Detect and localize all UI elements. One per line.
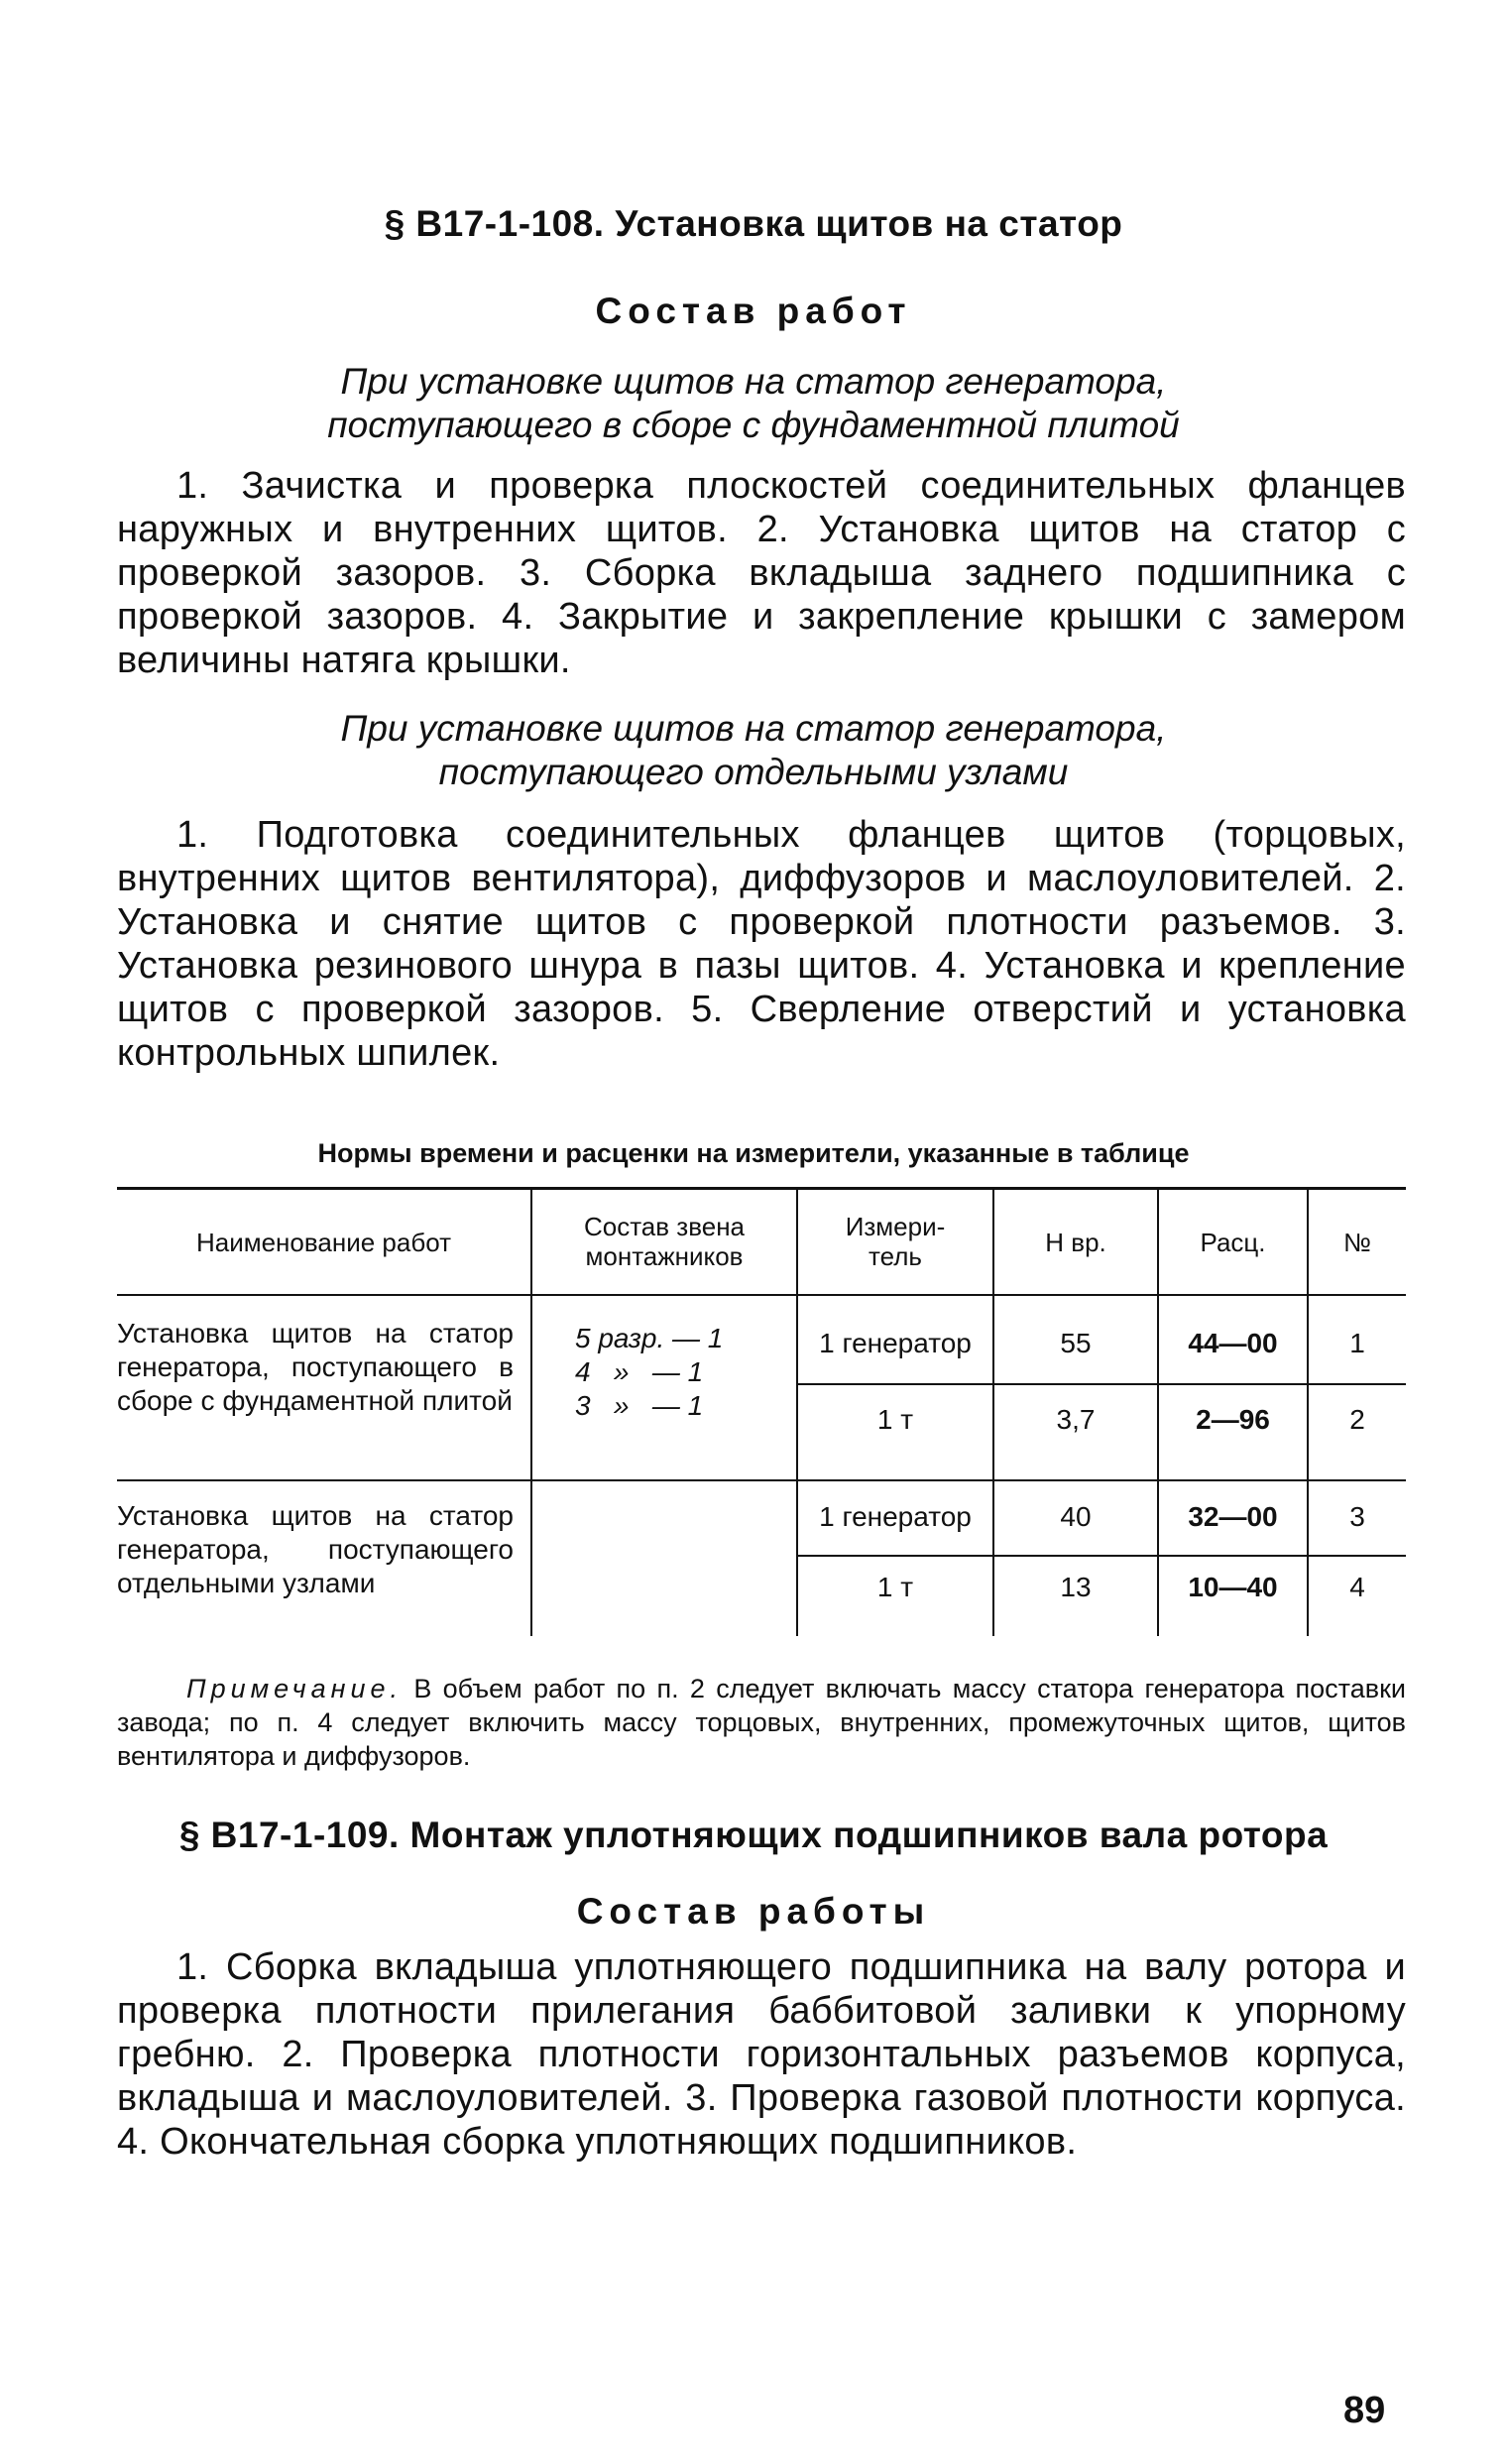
crew-composition: 5 разр. — 1 4 » — 1 3 » — 1 xyxy=(575,1323,724,1421)
case2-heading-line1: При установке щитов на статор генератора, xyxy=(340,708,1167,749)
table-note xyxy=(117,1672,1406,1773)
section2-title: § В17-1-109. Монтаж уплотняющих подшипников вала ротора xyxy=(178,1815,1329,1855)
header-name: Наименование работ xyxy=(195,1228,452,1257)
row3-rule xyxy=(796,1555,1406,1557)
section-subtitle: Состав работ xyxy=(595,291,912,331)
row-price: 2—96 xyxy=(1196,1404,1270,1435)
row1-rule xyxy=(796,1383,1406,1385)
group-rule xyxy=(117,1479,1406,1481)
section-title: § В17-1-108. Установка щитов на статор xyxy=(384,203,1123,244)
header-num: № xyxy=(1343,1228,1371,1257)
row-num: 4 xyxy=(1349,1572,1365,1602)
case2-heading xyxy=(0,707,1507,794)
page-number: 89 xyxy=(1343,2390,1386,2431)
case1-heading-line2: поступающего в сборе с фундаментной плитой xyxy=(327,405,1180,445)
header-unit-line2: тель xyxy=(869,1241,922,1271)
note-label: Примечание. xyxy=(186,1674,403,1703)
table-header-rule xyxy=(117,1294,1406,1296)
header-crew-line1: Состав звена xyxy=(583,1212,746,1241)
row-unit: 1 генератор xyxy=(819,1328,972,1358)
case2-heading-line2: поступающего отдельными узлами xyxy=(438,752,1069,792)
header-crew xyxy=(532,1212,796,1271)
group2-name: Установка щитов на статор генератора, поступающего отдельными узлами xyxy=(117,1500,514,1598)
header-unit-line1: Измери- xyxy=(845,1212,946,1241)
section2-subtitle: Состав работы xyxy=(576,1891,931,1932)
case2-text: 1. Подготовка соединительных фланцев щитов (торцовых, внутренних щитов вентилятора), диффузоров и маслоуловителей. 2. Установка и снятие щитов с проверкой плотности разъемов. 3. Установка резинового шнура в пазы щитов. 4. Установка и крепление щитов с проверкой зазоров. 5. Сверление отверстий и установка контрольных шпилек. xyxy=(117,814,1406,1074)
row-norm: 40 xyxy=(1060,1501,1092,1532)
group1-name: Установка щитов на статор генератора, поступающего в сборе с фундаментной плитой xyxy=(117,1318,514,1416)
header-price: Расц. xyxy=(1200,1228,1266,1257)
header-unit xyxy=(798,1212,992,1271)
row-unit: 1 т xyxy=(876,1404,914,1435)
row-norm: 3,7 xyxy=(1056,1404,1096,1435)
note-text: В объем работ по п. 2 следует включать массу статора генератора поставки завода; по п. 4 следует включить массу торцовых, внутренних, промежуточных щитов, щитов вентилятора и диффузоров. xyxy=(117,1674,1406,1771)
header-norm: Н вр. xyxy=(1045,1228,1106,1257)
case1-heading-line1: При установке щитов на статор генератора, xyxy=(340,361,1167,402)
row-norm: 55 xyxy=(1060,1328,1092,1358)
row-unit: 1 генератор xyxy=(819,1501,972,1532)
section2-text: 1. Сборка вкладыша уплотняющего подшипника на валу ротора и проверка плотности прилегания баббитовой заливки к упорному гребню. 2. Проверка плотности горизонтальных разъемов корпуса, вкладыша и маслоуловителей. 3. Проверка газовой плотности корпуса. 4. Окончательная сборка уплотняющих подшипников. xyxy=(117,1946,1406,2163)
case1-text: 1. Зачистка и проверка плоскостей соединительных фланцев наружных и внутренних щитов. 2. Установка щитов на статор с проверкой зазоров. 3. Сборка вкладыша заднего подшипника с проверкой зазоров. 4. Закрытие и закрепление крышки с замером величины натяга крышки. xyxy=(117,465,1406,681)
table-caption: Нормы времени и расценки на измерители, указанные в таблице xyxy=(317,1138,1190,1168)
row-price: 10—40 xyxy=(1188,1572,1278,1602)
row-price: 32—00 xyxy=(1188,1501,1278,1532)
row-price: 44—00 xyxy=(1188,1328,1278,1358)
row-num: 3 xyxy=(1349,1501,1365,1532)
case1-heading xyxy=(0,360,1507,447)
row-num: 1 xyxy=(1349,1328,1365,1358)
table-top-rule xyxy=(117,1187,1406,1190)
header-crew-line2: монтажников xyxy=(585,1241,744,1271)
row-unit: 1 т xyxy=(876,1572,914,1602)
row-num: 2 xyxy=(1349,1404,1365,1435)
row-norm: 13 xyxy=(1060,1572,1092,1602)
